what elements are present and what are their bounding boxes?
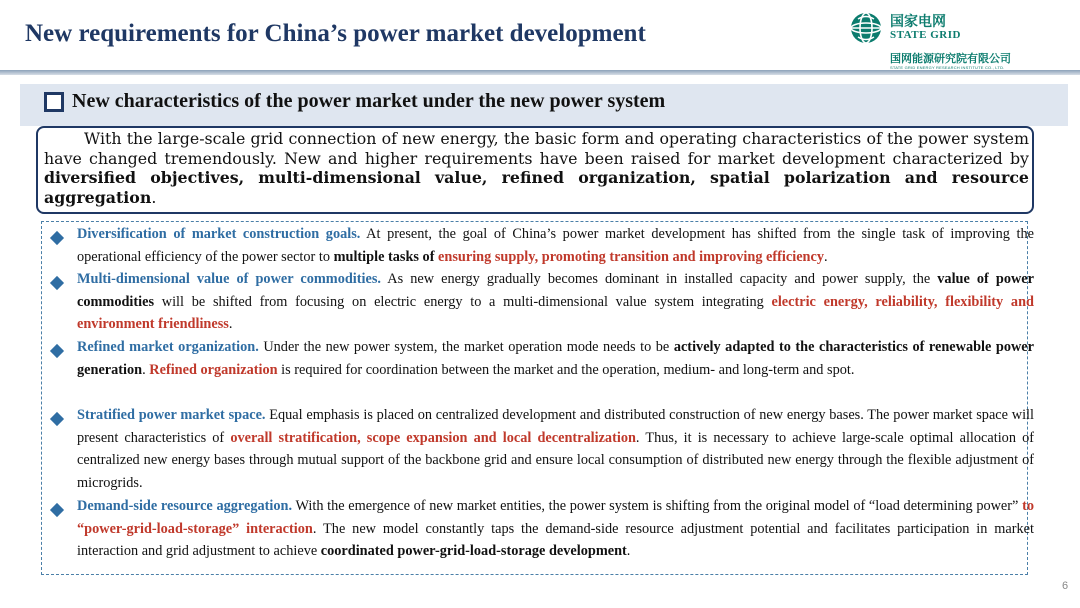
list-item-text	[77, 495, 1034, 563]
list-item-text	[77, 404, 1034, 494]
list-item-text	[77, 223, 1034, 268]
bold-text: value of power commodities	[77, 271, 1034, 310]
diamond-bullet-icon	[50, 503, 64, 517]
highlight-text: Refined organization	[149, 361, 278, 378]
body-text: .	[824, 248, 828, 265]
body-text: As new energy gradually becomes dominant in installed capacity and power supply, the	[381, 271, 938, 287]
checkbox-square-icon	[44, 92, 64, 112]
diamond-bullet-icon	[50, 344, 64, 358]
globe-logo-icon	[848, 10, 884, 46]
logo-institute-chinese: 国网能源研究院有限公司	[890, 52, 1011, 65]
diamond-bullet-icon	[50, 276, 64, 290]
item-heading: Refined market organization.	[77, 339, 259, 355]
list-item-text	[77, 268, 1034, 336]
intro-text: With the large-scale grid connection of new energy, the basic form and operating characteristics of the power system have changed tremendously. New and higher requirements have been raised for market development characterized by	[44, 129, 1029, 168]
body-text: will be shifted from focusing on electric energy to a multi-dimensional value system integrating	[154, 293, 772, 310]
body-text: is required for coordination between the market and the operation, medium- and long-term and spot.	[277, 361, 855, 378]
body-text: . Thus, it is necessary to achieve large-scale optimal allocation of centralized new energy bases through mutual support of the backbone grid and ensure local consumption of distributed new energy through the flexible adjustment of microgrids.	[77, 429, 1034, 491]
highlight-text: ensuring supply, promoting transition and improving efficiency	[438, 248, 824, 265]
body-text: With the emergence of new market entities, the power system is shifting from the original model of “load determining power”	[292, 498, 1023, 514]
body-text: Equal emphasis is placed on centralized development and distributed construction of new energy bases. The power market space will present characteristics of	[77, 407, 1034, 446]
logo-chinese-name: 国家电网	[890, 14, 946, 30]
page-title: New requirements for China’s power market development	[25, 20, 646, 47]
body-text: Under the new power system, the market operation mode needs to be	[258, 339, 674, 355]
highlight-text: electric energy, reliability, flexibility and environment friendliness	[77, 293, 1034, 332]
intro-text-end: .	[151, 187, 157, 207]
body-text: .	[626, 543, 631, 559]
intro-box	[36, 126, 1034, 214]
highlight-text: to “power-grid-load-storage” interaction	[77, 498, 1034, 537]
page-number: 6	[1062, 580, 1069, 592]
body-text: . The new model constantly taps the demand-side resource adjustment potential and facilitates participation in market interaction and grid adjustment to achieve	[77, 520, 1034, 559]
item-heading: Stratified power market space.	[77, 407, 266, 423]
title-divider	[0, 70, 1080, 75]
section-heading: New characteristics of the power market under the new power system	[72, 90, 666, 112]
requirements-list	[41, 221, 1035, 575]
logo-institute-english: STATE GRID ENERGY RESEARCH INSTITUTE CO., LTD.	[890, 65, 1005, 70]
intro-paragraph	[44, 129, 1029, 207]
body-text: .	[228, 316, 233, 332]
body-text: .	[142, 361, 150, 378]
body-text: At present, the goal of China’s power market development has shifted from the single task of improving the operational efficiency of the power sector to	[77, 226, 1035, 265]
logo-english-name: STATE GRID	[890, 29, 961, 41]
diamond-bullet-icon	[50, 412, 64, 426]
bold-text: multiple tasks of	[333, 248, 439, 265]
bold-text: coordinated power-grid-load-storage development	[320, 543, 627, 559]
item-heading: Multi-dimensional value of power commodities.	[77, 271, 381, 287]
state-grid-logo	[848, 10, 1038, 70]
bold-text: actively adapted to the characteristics of renewable power generation	[77, 339, 1035, 378]
highlight-text: overall stratification, scope expansion and local decentralization	[230, 429, 636, 446]
diamond-bullet-icon	[50, 231, 64, 245]
list-item-text	[77, 336, 1034, 381]
item-heading: Diversification of market construction goals.	[77, 226, 361, 242]
intro-bold-text: diversified objectives, multi-dimensional value, refined organization, spatial polarization and resource aggregation	[44, 168, 1029, 207]
item-heading: Demand-side resource aggregation.	[77, 498, 293, 514]
